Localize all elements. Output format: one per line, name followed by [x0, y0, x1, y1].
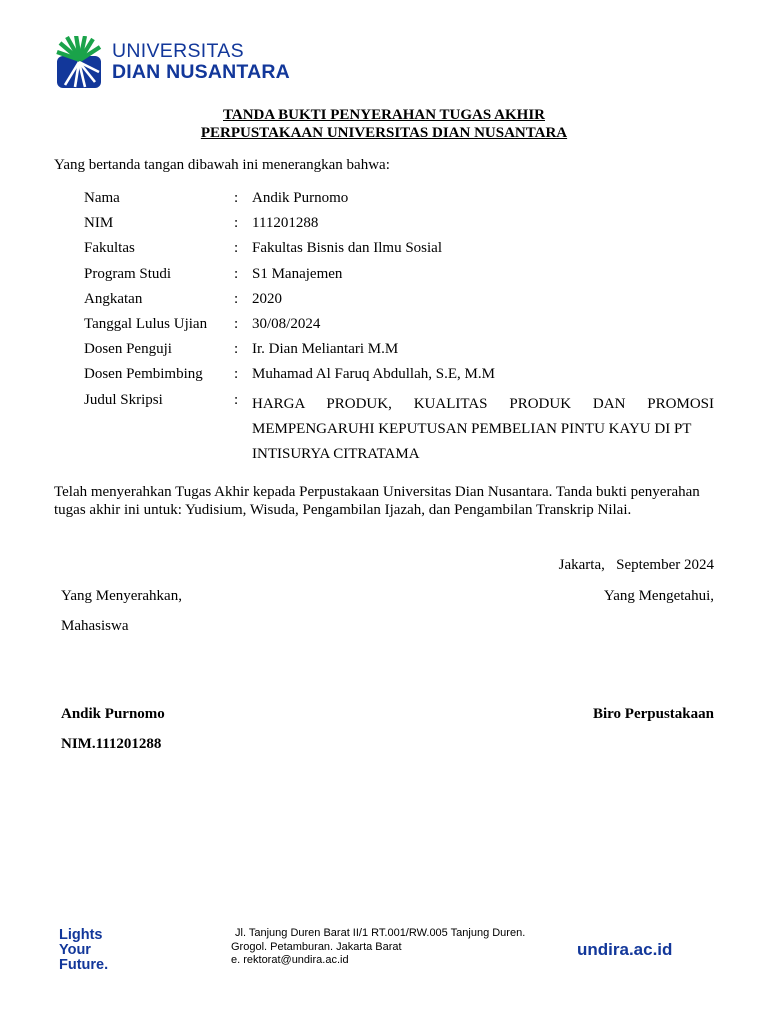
university-logo	[55, 36, 290, 90]
field-separator: :	[234, 316, 239, 332]
field-label: Tanggal Lulus Ujian	[84, 316, 208, 332]
footer-website: undira.ac.id	[577, 940, 673, 959]
thesis-title-line-2: MEMPENGARUHI KEPUTUSAN PEMBELIAN PINTU KAYU DI PT	[252, 421, 692, 437]
field-separator: :	[234, 240, 239, 257]
slogan-line: Future.	[59, 957, 109, 973]
field-label: Fakultas	[84, 240, 135, 257]
field-separator: :	[234, 392, 239, 408]
address-line: Jl. Tanjung Duren Barat II/1 RT.001/RW.005 Tanjung Duren.	[235, 927, 526, 939]
thesis-title-line-3: INTISURYA CITRATAMA	[252, 446, 420, 462]
logo-text-universitas: UNIVERSITAS	[112, 40, 244, 62]
field-label: Judul Skripsi	[84, 392, 163, 408]
field-row	[84, 240, 724, 264]
field-separator: :	[234, 290, 239, 307]
field-value: 30/08/2024	[252, 316, 321, 332]
field-separator: :	[234, 265, 239, 282]
intro-text: Yang bertanda tangan dibawah ini menerangkan bahwa:	[54, 157, 390, 173]
submitter-heading: Yang Menyerahkan,	[61, 588, 182, 604]
field-row	[84, 266, 724, 290]
acknowledger-heading: Yang Mengetahui,	[603, 588, 714, 604]
field-row	[84, 291, 724, 315]
field-value: Fakultas Bisnis dan Ilmu Sosial	[252, 240, 443, 257]
field-row	[84, 190, 724, 214]
thesis-title-line-1: HARGA PRODUK, KUALITAS PRODUK DAN PROMOSI	[252, 396, 714, 412]
field-value: Ir. Dian Meliantari M.M	[252, 341, 399, 358]
field-value: Andik Purnomo	[252, 190, 349, 206]
acknowledger-name: Biro Perpustakaan	[593, 706, 714, 722]
logo-text-dian-nusantara: DIAN NUSANTARA	[112, 61, 290, 83]
field-label: Program Studi	[84, 265, 172, 282]
submitter-nim: NIM.111201288	[61, 736, 162, 752]
address-line: Grogol. Petamburan. Jakarta Barat	[231, 940, 402, 953]
document-title-line-1: TANDA BUKTI PENYERAHAN TUGAS AKHIR	[223, 107, 545, 123]
field-separator: :	[234, 190, 239, 206]
field-separator: :	[234, 341, 239, 358]
field-separator: :	[234, 366, 239, 383]
address-line: e. rektorat@undira.ac.id	[231, 954, 349, 966]
field-value: Muhamad Al Faruq Abdullah, S.E, M.M	[252, 366, 495, 383]
submitter-name: Andik Purnomo	[61, 706, 165, 722]
field-value: S1 Manajemen	[252, 265, 343, 282]
submitter-role: Mahasiswa	[61, 618, 129, 634]
field-row	[84, 341, 724, 365]
field-label: NIM	[84, 215, 114, 232]
field-value: 111201288	[252, 215, 319, 232]
field-value: 2020	[252, 290, 282, 307]
footer-slogan	[59, 928, 108, 973]
slogan-line: Lights	[59, 927, 103, 943]
field-label: Angkatan	[84, 290, 143, 307]
field-label: Dosen Penguji	[84, 341, 172, 358]
field-separator: :	[234, 215, 239, 232]
place-date: Jakarta, September 2024	[558, 557, 714, 573]
undira-emblem-icon	[55, 36, 105, 90]
statement-paragraph: Telah menyerahkan Tugas Akhir kepada Perpustakaan Universitas Dian Nusantara. Tanda bukti penyerahan tugas akhir ini untuk: Yudisium, Wisuda, Pengambilan Ijazah, dan Pengambilan Transkrip Nilai.	[54, 484, 700, 518]
footer-address	[231, 927, 525, 968]
thesis-title	[252, 392, 714, 467]
field-row	[84, 366, 724, 390]
field-row	[84, 316, 724, 340]
field-label: Nama	[84, 190, 120, 206]
slogan-line: Your	[59, 942, 91, 958]
field-row	[84, 215, 724, 239]
field-label: Dosen Pembimbing	[84, 366, 203, 383]
document-title-line-2: PERPUSTAKAAN UNIVERSITAS DIAN NUSANTARA	[200, 125, 568, 141]
